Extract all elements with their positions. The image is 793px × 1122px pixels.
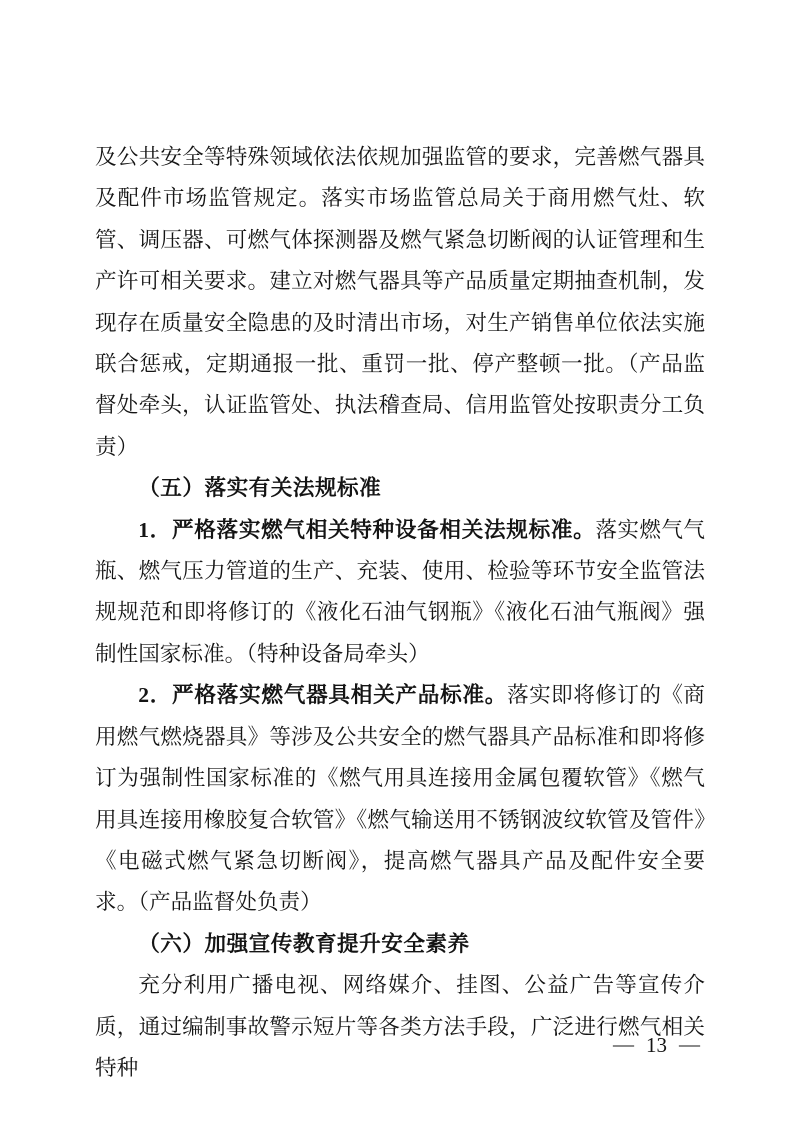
bold-text-segment: 2．严格落实燃气器具相关产品标准。 [138,683,508,708]
paragraph-item-1-special-equipment-standards [95,510,705,676]
paragraph-market-supervision-continuation [95,137,705,468]
text-segment: 充分利用广播电视、网络媒介、挂图、公益广告等宣传介质，通过编制事故警示短片等各类方法手段，广泛进行燃气相关特种 [95,973,705,1080]
text-segment: 及公共安全等特殊领域依法依规加强监管的要求，完善燃气器具及配件市场监管规定。落实市场监管总局关于商用燃气灶、软管、调压器、可燃气体探测器及燃气紧急切断阀的认证管理和生产许可相关要求。建立对燃气器具等产品质量定期抽查机制，发现存在质量安全隐患的及时清出市场，对生产销售单位依法实施联合惩戒，定期通报一批、重罚一批、停产整顿一批。（产品监督处牵头，认证监管处、执法稽查局、信用监管处按职责分工负责） [95,145,705,459]
text-segment: 落实即将修订的《商用燃气燃烧器具》等涉及公共安全的燃气器具产品标准和即将修订为强制性国家标准的《燃气用具连接用金属包覆软管》《燃气用具连接用橡胶复合软管》《燃气输送用不锈钢波纹软管及管件》《电磁式燃气紧急切断阀》，提高燃气器具产品及配件安全要求。（产品监督处负责） [95,683,705,915]
heading-section-6 [95,924,705,965]
page-number-dash-left: — [613,1032,634,1056]
text-segment: （五）落实有关法规标准 [138,476,382,501]
text-segment: （六）加强宣传教育提升安全素养 [138,931,470,956]
paragraph-item-2-gas-appliance-standards [95,675,705,923]
text-segment: 落实燃气气瓶、燃气压力管道的生产、充装、使用、检验等环节安全监管法规规范和即将修订的《液化石油气钢瓶》《液化石油气瓶阀》强制性国家标准。（特种设备局牵头） [95,517,705,666]
page-number: 13 [646,1033,667,1057]
heading-section-5 [95,468,705,509]
bold-text-segment: 1．严格落实燃气相关特种设备相关法规标准。 [138,517,596,542]
paragraph-section-6-publicity [95,965,705,1089]
document-body [95,137,705,1089]
page-footer [613,1031,700,1059]
page-number-dash-right: — [679,1032,700,1056]
